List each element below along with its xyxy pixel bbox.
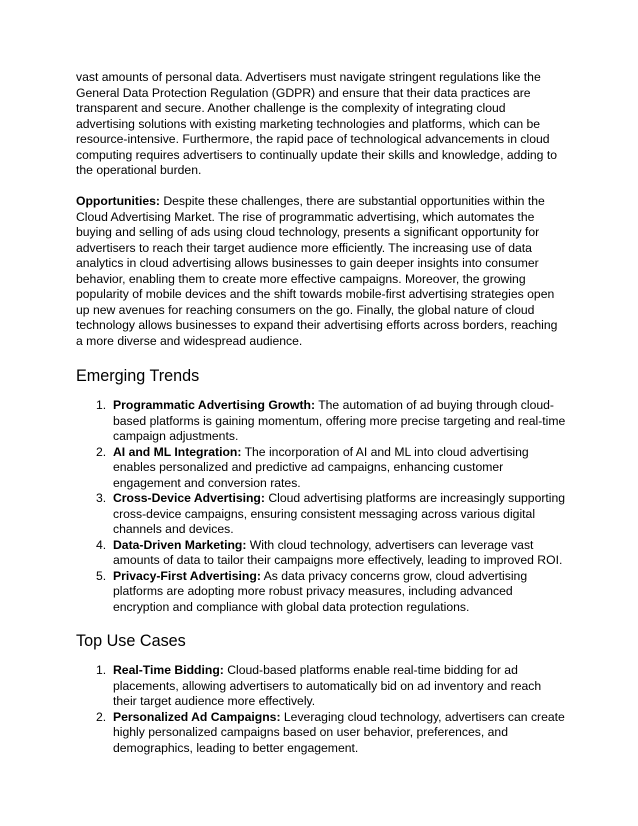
list-item-title: Personalized Ad Campaigns: bbox=[113, 709, 281, 724]
top-use-cases-list bbox=[76, 663, 566, 756]
list-item-text: Cloud advertising platforms are increasingly supporting cross-device campaigns, ensuring consistent messaging across various digital channels and devices. bbox=[113, 491, 566, 536]
list-number: 1. bbox=[96, 398, 107, 412]
document-page bbox=[76, 70, 566, 756]
list-item-text: With cloud technology, advertisers can leverage vast amounts of data to tailor their campaigns more effectively, leading to improved ROI. bbox=[113, 537, 563, 567]
list-item-title: Cross-Device Advertising: bbox=[113, 491, 265, 505]
list-number: 2. bbox=[96, 444, 107, 459]
list-number: 5. bbox=[96, 568, 107, 583]
intro-paragraph: vast amounts of personal data. Advertisers must navigate stringent regulations like the General Data Protection Regulation (GDPR) and ensure that their data practices are transparent and secure. Another challenge is the complexity of integrating cloud advertising solutions with existing marketing technologies and platforms, which can be resource-intensive. Furthermore, the rapid pace of technological advancements in cloud computing requires advertisers to continually update their skills and knowledge, adding to the operational burden. bbox=[76, 70, 558, 177]
list-item-text: The automation of ad buying through cloud-based platforms is gaining momentum, offering more precise targeting and real-time campaign adjustments. bbox=[113, 398, 566, 443]
list-item bbox=[76, 398, 566, 445]
opportunities-paragraph bbox=[76, 194, 566, 349]
list-number: 3. bbox=[96, 491, 107, 505]
list-number: 1. bbox=[96, 663, 107, 677]
emerging-trends-heading: Emerging Trends bbox=[76, 367, 200, 385]
list-item bbox=[76, 569, 566, 616]
list-item bbox=[76, 445, 566, 492]
opportunities-text: Despite these challenges, there are substantial opportunities within the Cloud Advertising Market. The rise of programmatic advertising, which automates the buying and selling of ads using cloud technology, presents a significant opportunity for advertisers to reach their target audience more efficiently. The increasing use of data analytics in cloud advertising allows businesses to gain deeper insights into consumer behavior, enabling them to create more effective campaigns. Moreover, the growing popularity of mobile devices and the shift towards mobile-first advertising strategies open up new avenues for reaching consumers on the go. Finally, the global nature of cloud technology allows businesses to expand their advertising efforts across borders, reaching a more diverse and widespread audience. bbox=[76, 194, 558, 348]
list-number: 2. bbox=[96, 709, 107, 724]
list-item bbox=[76, 710, 566, 757]
list-item-title: Real-Time Bidding: bbox=[113, 663, 224, 677]
list-number: 4. bbox=[96, 537, 107, 552]
list-item-text: Cloud-based platforms enable real-time bidding for ad placements, allowing advertisers to automatically bid on ad inventory and reach their target audience more effectively. bbox=[113, 663, 542, 708]
list-item bbox=[76, 491, 566, 538]
list-item-title: Programmatic Advertising Growth: bbox=[113, 398, 316, 412]
list-item-title: Data-Driven Marketing: bbox=[113, 537, 247, 552]
list-item-title: Privacy-First Advertising: bbox=[113, 568, 261, 583]
list-item-title: AI and ML Integration: bbox=[113, 444, 242, 459]
list-item-text: The incorporation of AI and ML into cloud advertising enables personalized and predictive ad campaigns, enhancing customer engagement and conversion rates. bbox=[113, 444, 529, 490]
opportunities-label: Opportunities: bbox=[76, 194, 160, 208]
list-item-text: Leveraging cloud technology, advertisers can create highly personalized campaigns based on user behavior, preferences, and demographics, leading to better engagement. bbox=[113, 709, 565, 755]
emerging-trends-list bbox=[76, 398, 566, 615]
list-item bbox=[76, 663, 566, 710]
list-item bbox=[76, 538, 566, 569]
list-item-text: As data privacy concerns grow, cloud advertising platforms are adopting more robust privacy measures, including advanced encryption and compliance with global data protection regulations. bbox=[113, 568, 528, 614]
top-use-cases-heading: Top Use Cases bbox=[76, 632, 186, 650]
